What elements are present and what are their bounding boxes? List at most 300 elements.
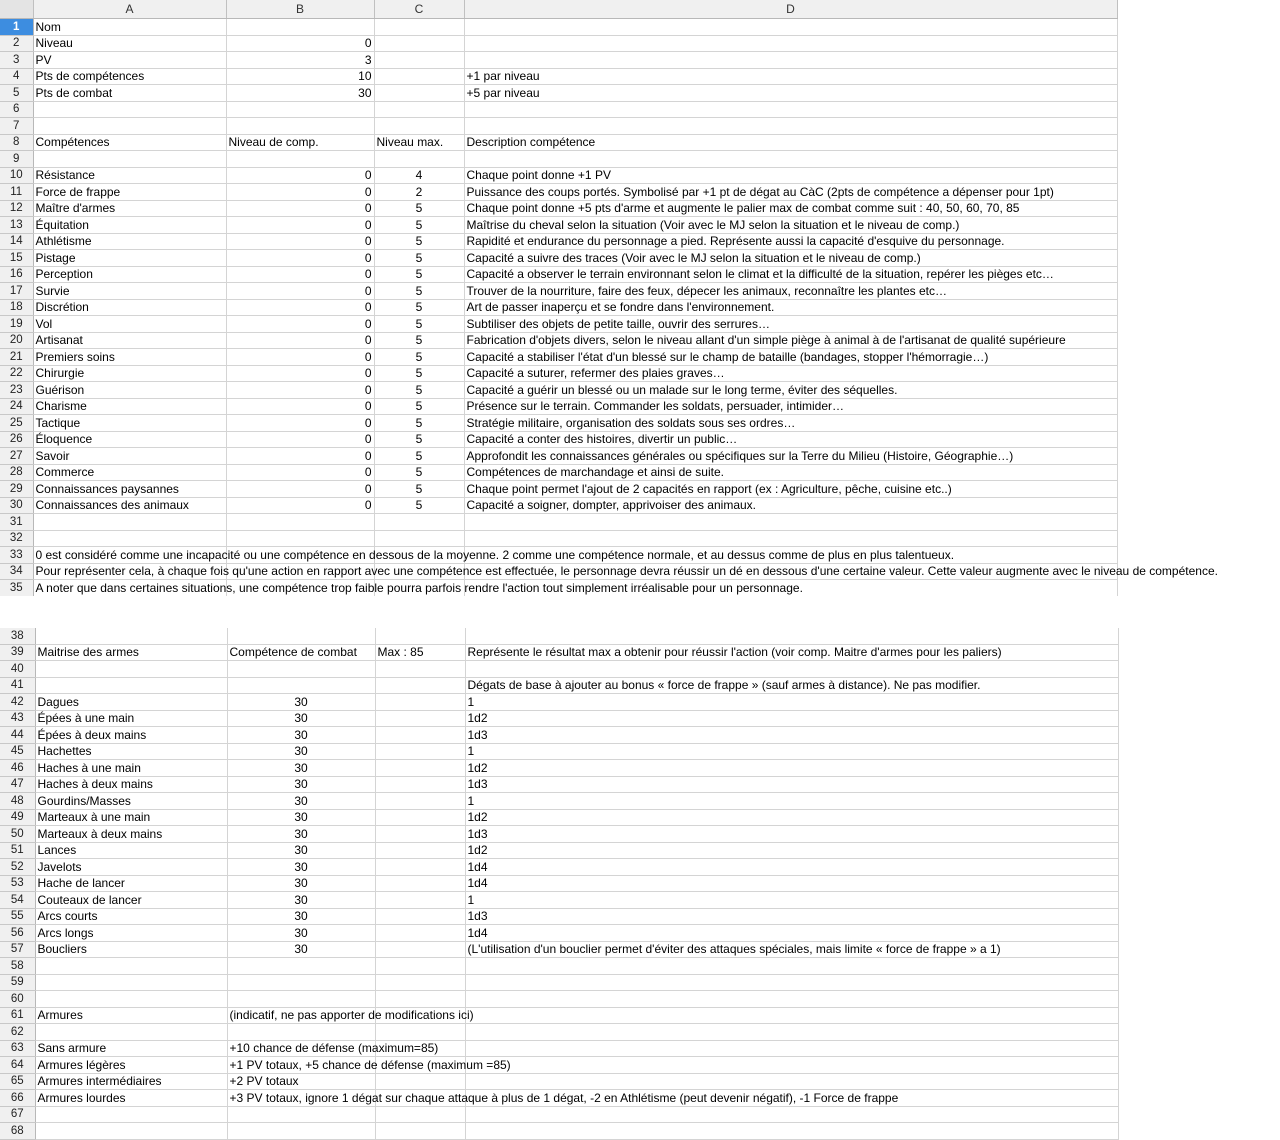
row-number[interactable]: 44 xyxy=(0,727,35,744)
cell-b[interactable] xyxy=(227,1024,375,1041)
cell-b[interactable] xyxy=(227,628,375,644)
cell-d[interactable]: 1 xyxy=(465,743,1118,760)
cell-c[interactable] xyxy=(374,85,464,102)
row-number[interactable]: 14 xyxy=(0,233,33,250)
cell-c[interactable] xyxy=(374,530,464,547)
cell-a[interactable]: Armures xyxy=(35,1007,227,1024)
cell-a[interactable]: Chirurgie xyxy=(33,365,226,382)
row-number[interactable]: 19 xyxy=(0,316,33,333)
cell-c[interactable]: 5 xyxy=(374,415,464,432)
row-number[interactable]: 12 xyxy=(0,200,33,217)
row-number[interactable]: 49 xyxy=(0,809,35,826)
column-header-b[interactable]: B xyxy=(226,0,374,19)
cell-b[interactable]: 0 xyxy=(226,250,374,267)
cell-a[interactable]: Épées à une main xyxy=(35,710,227,727)
cell-a[interactable]: PV xyxy=(33,52,226,69)
row-number[interactable]: 32 xyxy=(0,530,33,547)
row-number[interactable]: 65 xyxy=(0,1073,35,1090)
cell-d[interactable]: 1 xyxy=(465,793,1118,810)
cell-b[interactable]: 3 xyxy=(226,52,374,69)
column-header-d[interactable]: D xyxy=(464,0,1117,19)
cell-a[interactable]: Savoir xyxy=(33,448,226,465)
cell-b[interactable]: 0 xyxy=(226,217,374,234)
cell-a[interactable]: Connaissances paysannes xyxy=(33,481,226,498)
cell-d[interactable] xyxy=(464,52,1117,69)
cell-b[interactable] xyxy=(226,151,374,168)
row-number[interactable]: 25 xyxy=(0,415,33,432)
cell-c[interactable] xyxy=(375,760,465,777)
row-number[interactable]: 55 xyxy=(0,908,35,925)
cell-a[interactable] xyxy=(35,1024,227,1041)
row-number[interactable]: 23 xyxy=(0,382,33,399)
cell-d[interactable]: Capacité a conter des histoires, divertir un public… xyxy=(464,431,1117,448)
cell-c[interactable] xyxy=(375,793,465,810)
row-number[interactable]: 5 xyxy=(0,85,33,102)
cell-c[interactable]: 5 xyxy=(374,332,464,349)
cell-c[interactable]: 5 xyxy=(374,250,464,267)
cell-c[interactable] xyxy=(374,19,464,36)
row-number[interactable]: 63 xyxy=(0,1040,35,1057)
cell-c[interactable] xyxy=(375,941,465,958)
cell-c[interactable] xyxy=(375,1073,465,1090)
cell-c[interactable] xyxy=(375,1123,465,1140)
cell-c[interactable] xyxy=(374,514,464,531)
cell-a[interactable]: Commerce xyxy=(33,464,226,481)
cell-d[interactable]: Art de passer inaperçu et se fondre dans l'environnement. xyxy=(464,299,1117,316)
cell-c[interactable] xyxy=(374,151,464,168)
cell-d[interactable] xyxy=(464,151,1117,168)
cell-b[interactable]: +10 chance de défense (maximum=85) xyxy=(227,1040,375,1057)
cell-d[interactable]: +5 par niveau xyxy=(464,85,1117,102)
cell-d[interactable]: Subtiliser des objets de petite taille, ouvrir des serrures… xyxy=(464,316,1117,333)
cell-a[interactable]: 0 est considéré comme une incapacité ou une compétence en dessous de la moyenne. 2 comme une compétence normale, et au dessus comme de plus en plus talentueux. xyxy=(33,547,226,564)
cell-d[interactable]: Capacité a observer le terrain environnant selon le climat et la difficulté de la situation, repérer les pièges etc… xyxy=(464,266,1117,283)
cell-d[interactable]: Représente le résultat max a obtenir pour réussir l'action (voir comp. Maitre d'armes pour les paliers) xyxy=(465,644,1118,661)
cell-b[interactable]: 30 xyxy=(227,743,375,760)
cell-c[interactable] xyxy=(375,661,465,678)
cell-b[interactable]: 0 xyxy=(226,382,374,399)
cell-b[interactable]: 30 xyxy=(227,727,375,744)
cell-b[interactable]: 0 xyxy=(226,316,374,333)
cell-b[interactable] xyxy=(226,118,374,135)
cell-a[interactable] xyxy=(35,628,227,644)
cell-a[interactable]: Sans armure xyxy=(35,1040,227,1057)
cell-b[interactable]: 10 xyxy=(226,68,374,85)
cell-a[interactable]: Armures légères xyxy=(35,1057,227,1074)
row-number[interactable]: 58 xyxy=(0,958,35,975)
row-number[interactable]: 61 xyxy=(0,1007,35,1024)
cell-c[interactable]: 5 xyxy=(374,398,464,415)
cell-a[interactable]: Javelots xyxy=(35,859,227,876)
cell-a[interactable]: Guérison xyxy=(33,382,226,399)
cell-d[interactable] xyxy=(464,101,1117,118)
cell-b[interactable]: 30 xyxy=(227,925,375,942)
row-number[interactable]: 3 xyxy=(0,52,33,69)
cell-c[interactable] xyxy=(375,908,465,925)
row-number[interactable]: 41 xyxy=(0,677,35,694)
cell-c[interactable] xyxy=(375,991,465,1008)
cell-c[interactable]: 5 xyxy=(374,481,464,498)
cell-c[interactable] xyxy=(375,1024,465,1041)
cell-b[interactable] xyxy=(227,1106,375,1123)
cell-b[interactable]: 30 xyxy=(227,908,375,925)
row-number[interactable]: 59 xyxy=(0,974,35,991)
cell-b[interactable]: 30 xyxy=(227,776,375,793)
cell-c[interactable]: 5 xyxy=(374,299,464,316)
cell-b[interactable] xyxy=(226,101,374,118)
row-number[interactable]: 34 xyxy=(0,563,33,580)
cell-a[interactable] xyxy=(33,514,226,531)
cell-a[interactable]: Connaissances des animaux xyxy=(33,497,226,514)
column-header-a[interactable]: A xyxy=(33,0,226,19)
cell-b[interactable]: 0 xyxy=(226,497,374,514)
cell-c[interactable]: 5 xyxy=(374,382,464,399)
cell-c[interactable] xyxy=(375,710,465,727)
cell-b[interactable]: 0 xyxy=(226,415,374,432)
cell-c[interactable] xyxy=(375,743,465,760)
row-number[interactable]: 21 xyxy=(0,349,33,366)
cell-d[interactable]: 1d2 xyxy=(465,809,1118,826)
row-number[interactable]: 18 xyxy=(0,299,33,316)
cell-b[interactable]: 0 xyxy=(226,448,374,465)
cell-b[interactable] xyxy=(226,514,374,531)
cell-d[interactable]: 1d2 xyxy=(465,760,1118,777)
cell-d[interactable] xyxy=(465,974,1118,991)
cell-b[interactable]: 0 xyxy=(226,233,374,250)
cell-b[interactable]: +2 PV totaux xyxy=(227,1073,375,1090)
cell-d[interactable]: 1 xyxy=(465,892,1118,909)
cell-c[interactable] xyxy=(375,809,465,826)
cell-b[interactable]: 30 xyxy=(227,760,375,777)
cell-d[interactable] xyxy=(465,1057,1118,1074)
cell-d[interactable]: Capacité a suivre des traces (Voir avec le MJ selon la situation et le niveau de comp.) xyxy=(464,250,1117,267)
cell-d[interactable] xyxy=(465,991,1118,1008)
cell-d[interactable]: Capacité a soigner, dompter, apprivoiser des animaux. xyxy=(464,497,1117,514)
cell-d[interactable]: 1d4 xyxy=(465,925,1118,942)
cell-c[interactable]: 5 xyxy=(374,217,464,234)
row-number[interactable]: 53 xyxy=(0,875,35,892)
cell-a[interactable]: Gourdins/Masses xyxy=(35,793,227,810)
cell-d[interactable] xyxy=(465,1007,1118,1024)
cell-d[interactable]: Dégats de base à ajouter au bonus « force de frappe » (sauf armes à distance). Ne pas modifier. xyxy=(465,677,1118,694)
cell-d[interactable]: 1d2 xyxy=(465,710,1118,727)
cell-b[interactable]: 30 xyxy=(227,793,375,810)
cell-d[interactable] xyxy=(465,628,1118,644)
row-number[interactable]: 43 xyxy=(0,710,35,727)
cell-a[interactable]: Tactique xyxy=(33,415,226,432)
cell-b[interactable]: 0 xyxy=(226,299,374,316)
cell-c[interactable] xyxy=(375,892,465,909)
cell-c[interactable] xyxy=(375,958,465,975)
cell-d[interactable]: Chaque point donne +5 pts d'arme et augmente le palier max de combat comme suit : 40, 50, 60, 70, 85 xyxy=(464,200,1117,217)
cell-b[interactable]: 0 xyxy=(226,167,374,184)
row-number[interactable]: 22 xyxy=(0,365,33,382)
cell-b[interactable]: Compétence de combat xyxy=(227,644,375,661)
cell-c[interactable] xyxy=(375,628,465,644)
cell-b[interactable]: Niveau de comp. xyxy=(226,134,374,151)
cell-c[interactable]: 5 xyxy=(374,497,464,514)
cell-b[interactable] xyxy=(227,677,375,694)
cell-a[interactable]: Vol xyxy=(33,316,226,333)
cell-d[interactable] xyxy=(464,514,1117,531)
cell-d[interactable]: Stratégie militaire, organisation des soldats sous ses ordres… xyxy=(464,415,1117,432)
row-number[interactable]: 17 xyxy=(0,283,33,300)
cell-c[interactable] xyxy=(374,68,464,85)
row-number[interactable]: 54 xyxy=(0,892,35,909)
cell-a[interactable] xyxy=(35,958,227,975)
cell-a[interactable]: Couteaux de lancer xyxy=(35,892,227,909)
row-number[interactable]: 56 xyxy=(0,925,35,942)
cell-a[interactable] xyxy=(35,1123,227,1140)
row-number[interactable]: 28 xyxy=(0,464,33,481)
cell-a[interactable] xyxy=(33,530,226,547)
cell-d[interactable] xyxy=(465,1073,1118,1090)
cell-d[interactable] xyxy=(465,1024,1118,1041)
cell-b[interactable]: +3 PV totaux, ignore 1 dégat sur chaque attaque à plus de 1 dégat, -2 en Athlétisme (peut devenir négatif), -1 Force de frappe xyxy=(227,1090,375,1107)
cell-a[interactable]: Maître d'armes xyxy=(33,200,226,217)
cell-b[interactable]: 30 xyxy=(227,875,375,892)
cell-a[interactable] xyxy=(33,118,226,135)
cell-c[interactable] xyxy=(375,727,465,744)
row-number[interactable]: 48 xyxy=(0,793,35,810)
cell-d[interactable]: 1d3 xyxy=(465,826,1118,843)
cell-d[interactable]: 1d3 xyxy=(465,727,1118,744)
cell-a[interactable] xyxy=(33,151,226,168)
row-number[interactable]: 4 xyxy=(0,68,33,85)
cell-c[interactable]: 5 xyxy=(374,464,464,481)
cell-d[interactable]: Capacité a suturer, refermer des plaies graves… xyxy=(464,365,1117,382)
cell-d[interactable]: 1d2 xyxy=(465,842,1118,859)
cell-d[interactable]: 1d4 xyxy=(465,859,1118,876)
cell-b[interactable]: 30 xyxy=(227,826,375,843)
cell-c[interactable] xyxy=(375,842,465,859)
cell-d[interactable] xyxy=(465,1123,1118,1140)
cell-c[interactable]: 4 xyxy=(374,167,464,184)
cell-a[interactable]: Force de frappe xyxy=(33,184,226,201)
cell-d[interactable]: 1d3 xyxy=(465,776,1118,793)
cell-c[interactable]: 5 xyxy=(374,266,464,283)
cell-b[interactable]: 30 xyxy=(227,842,375,859)
cell-d[interactable]: Fabrication d'objets divers, selon le niveau allant d'un simple piège à animal à de l'artisanat de qualité supérieure xyxy=(464,332,1117,349)
cell-a[interactable]: Résistance xyxy=(33,167,226,184)
cell-d[interactable]: 1d4 xyxy=(465,875,1118,892)
row-number[interactable]: 60 xyxy=(0,991,35,1008)
cell-c[interactable]: 5 xyxy=(374,448,464,465)
cell-d[interactable] xyxy=(465,958,1118,975)
cell-b[interactable]: 0 xyxy=(226,35,374,52)
cell-a[interactable]: Hachettes xyxy=(35,743,227,760)
cell-a[interactable]: Lances xyxy=(35,842,227,859)
cell-a[interactable]: Dagues xyxy=(35,694,227,711)
row-number[interactable]: 31 xyxy=(0,514,33,531)
row-number[interactable]: 62 xyxy=(0,1024,35,1041)
cell-a[interactable]: Pts de combat xyxy=(33,85,226,102)
cell-a[interactable]: Premiers soins xyxy=(33,349,226,366)
cell-b[interactable]: 0 xyxy=(226,266,374,283)
cell-c[interactable] xyxy=(375,925,465,942)
cell-c[interactable] xyxy=(374,101,464,118)
row-number[interactable]: 42 xyxy=(0,694,35,711)
cell-d[interactable]: Trouver de la nourriture, faire des feux, dépecer les animaux, reconnaître les plantes etc… xyxy=(464,283,1117,300)
cell-c[interactable] xyxy=(375,694,465,711)
row-number[interactable]: 15 xyxy=(0,250,33,267)
cell-a[interactable] xyxy=(35,661,227,678)
row-number[interactable]: 26 xyxy=(0,431,33,448)
row-number[interactable]: 6 xyxy=(0,101,33,118)
cell-d[interactable]: 1 xyxy=(465,694,1118,711)
cell-a[interactable]: Perception xyxy=(33,266,226,283)
row-number[interactable]: 33 xyxy=(0,547,33,564)
cell-c[interactable]: 5 xyxy=(374,349,464,366)
cell-c[interactable] xyxy=(374,35,464,52)
row-number[interactable]: 68 xyxy=(0,1123,35,1140)
cell-a[interactable]: Artisanat xyxy=(33,332,226,349)
cell-b[interactable] xyxy=(227,661,375,678)
cell-a[interactable]: Pistage xyxy=(33,250,226,267)
row-number[interactable]: 46 xyxy=(0,760,35,777)
cell-a[interactable]: Haches à deux mains xyxy=(35,776,227,793)
cell-a[interactable]: Hache de lancer xyxy=(35,875,227,892)
cell-c[interactable] xyxy=(374,52,464,69)
cell-c[interactable]: 2 xyxy=(374,184,464,201)
cell-b[interactable]: 30 xyxy=(227,694,375,711)
row-number[interactable]: 35 xyxy=(0,580,33,597)
cell-b[interactable]: +1 PV totaux, +5 chance de défense (maximum =85) xyxy=(227,1057,375,1074)
cell-a[interactable] xyxy=(35,991,227,1008)
cell-c[interactable] xyxy=(375,1106,465,1123)
cell-d[interactable] xyxy=(464,118,1117,135)
cell-a[interactable]: Marteaux à une main xyxy=(35,809,227,826)
cell-d[interactable]: Rapidité et endurance du personnage a pied. Représente aussi la capacité d'esquive du personnage. xyxy=(464,233,1117,250)
cell-d[interactable] xyxy=(464,530,1117,547)
cell-b[interactable]: 30 xyxy=(227,892,375,909)
cell-d[interactable]: Puissance des coups portés. Symbolisé par +1 pt de dégat au CàC (2pts de compétence a dépenser pour 1pt) xyxy=(464,184,1117,201)
row-number[interactable]: 11 xyxy=(0,184,33,201)
cell-d[interactable]: Compétences de marchandage et ainsi de suite. xyxy=(464,464,1117,481)
cell-a[interactable] xyxy=(35,677,227,694)
cell-b[interactable]: 0 xyxy=(226,398,374,415)
cell-c[interactable]: 5 xyxy=(374,200,464,217)
cell-a[interactable]: Charisme xyxy=(33,398,226,415)
cell-b[interactable]: 0 xyxy=(226,431,374,448)
cell-c[interactable]: 5 xyxy=(374,316,464,333)
cell-a[interactable]: Pts de compétences xyxy=(33,68,226,85)
cell-d[interactable]: Capacité a stabiliser l'état d'un blessé sur le champ de bataille (bandages, stopper l'hémorragie…) xyxy=(464,349,1117,366)
cell-a[interactable] xyxy=(33,101,226,118)
row-number[interactable]: 10 xyxy=(0,167,33,184)
cell-d[interactable]: Approfondit les connaissances générales ou spécifiques sur la Terre du Milieu (Histoire, Géographie…) xyxy=(464,448,1117,465)
cell-a[interactable]: Arcs longs xyxy=(35,925,227,942)
cell-a[interactable]: Haches à une main xyxy=(35,760,227,777)
row-number[interactable]: 39 xyxy=(0,644,35,661)
cell-d[interactable]: (L'utilisation d'un bouclier permet d'éviter des attaques spéciales, mais limite « force de frappe » a 1) xyxy=(465,941,1118,958)
cell-a[interactable]: Nom xyxy=(33,19,226,36)
cell-b[interactable]: 0 xyxy=(226,365,374,382)
column-header-c[interactable]: C xyxy=(374,0,464,19)
cell-a[interactable]: Armures lourdes xyxy=(35,1090,227,1107)
row-number[interactable]: 67 xyxy=(0,1106,35,1123)
row-number[interactable]: 50 xyxy=(0,826,35,843)
cell-c[interactable] xyxy=(375,875,465,892)
cell-b[interactable]: 0 xyxy=(226,184,374,201)
cell-d[interactable] xyxy=(465,1040,1118,1057)
cell-c[interactable] xyxy=(374,118,464,135)
cell-d[interactable]: Description compétence xyxy=(464,134,1117,151)
row-number[interactable]: 8 xyxy=(0,134,33,151)
row-number[interactable]: 20 xyxy=(0,332,33,349)
cell-a[interactable]: Éloquence xyxy=(33,431,226,448)
cell-c[interactable]: 5 xyxy=(374,431,464,448)
cell-d[interactable]: Capacité a guérir un blessé ou un malade sur le long terme, éviter des séquelles. xyxy=(464,382,1117,399)
cell-d[interactable] xyxy=(465,661,1118,678)
select-all-corner[interactable] xyxy=(0,0,33,19)
row-number[interactable]: 9 xyxy=(0,151,33,168)
row-number[interactable]: 66 xyxy=(0,1090,35,1107)
row-number[interactable]: 45 xyxy=(0,743,35,760)
cell-b[interactable]: 0 xyxy=(226,200,374,217)
row-number[interactable]: 64 xyxy=(0,1057,35,1074)
cell-a[interactable]: A noter que dans certaines situations, une compétence trop faible pourra parfois rendre l'action tout simplement irréalisable pour un personnage. xyxy=(33,580,226,597)
cell-a[interactable]: Compétences xyxy=(33,134,226,151)
cell-a[interactable]: Boucliers xyxy=(35,941,227,958)
cell-c[interactable]: 5 xyxy=(374,233,464,250)
row-number[interactable]: 47 xyxy=(0,776,35,793)
cell-b[interactable]: 0 xyxy=(226,464,374,481)
cell-c[interactable]: Niveau max. xyxy=(374,134,464,151)
cell-b[interactable] xyxy=(226,530,374,547)
cell-b[interactable]: 0 xyxy=(226,481,374,498)
row-number[interactable]: 30 xyxy=(0,497,33,514)
cell-b[interactable] xyxy=(227,958,375,975)
cell-b[interactable]: 0 xyxy=(226,349,374,366)
row-number[interactable]: 40 xyxy=(0,661,35,678)
cell-d[interactable]: 1d3 xyxy=(465,908,1118,925)
cell-b[interactable]: 0 xyxy=(226,283,374,300)
cell-a[interactable] xyxy=(35,1106,227,1123)
cell-b[interactable] xyxy=(227,991,375,1008)
cell-a[interactable]: Équitation xyxy=(33,217,226,234)
row-number[interactable]: 51 xyxy=(0,842,35,859)
row-number[interactable]: 52 xyxy=(0,859,35,876)
row-number[interactable]: 29 xyxy=(0,481,33,498)
cell-a[interactable] xyxy=(35,974,227,991)
cell-d[interactable]: Chaque point permet l'ajout de 2 capacités en rapport (ex : Agriculture, pêche, cuisine etc..) xyxy=(464,481,1117,498)
cell-d[interactable] xyxy=(465,1106,1118,1123)
cell-d[interactable]: +1 par niveau xyxy=(464,68,1117,85)
cell-c[interactable] xyxy=(375,859,465,876)
cell-b[interactable] xyxy=(227,1123,375,1140)
cell-a[interactable]: Athlétisme xyxy=(33,233,226,250)
cell-b[interactable]: 30 xyxy=(227,859,375,876)
cell-c[interactable]: Max : 85 xyxy=(375,644,465,661)
cell-b[interactable]: 30 xyxy=(227,710,375,727)
cell-c[interactable] xyxy=(375,677,465,694)
cell-a[interactable]: Discrétion xyxy=(33,299,226,316)
row-number[interactable]: 27 xyxy=(0,448,33,465)
cell-a[interactable]: Survie xyxy=(33,283,226,300)
cell-b[interactable]: 30 xyxy=(227,809,375,826)
cell-d[interactable] xyxy=(464,35,1117,52)
row-number[interactable]: 7 xyxy=(0,118,33,135)
cell-a[interactable]: Maitrise des armes xyxy=(35,644,227,661)
cell-a[interactable]: Marteaux à deux mains xyxy=(35,826,227,843)
cell-a[interactable]: Niveau xyxy=(33,35,226,52)
cell-c[interactable]: 5 xyxy=(374,365,464,382)
row-number[interactable]: 57 xyxy=(0,941,35,958)
cell-b[interactable]: 30 xyxy=(227,941,375,958)
cell-a[interactable]: Épées à deux mains xyxy=(35,727,227,744)
cell-a[interactable]: Pour représenter cela, à chaque fois qu'une action en rapport avec une compétence est effectuée, le personnage devra réussir un dé en dessous d'une certaine valeur. Cette valeur augmente avec le niveau de compétence. xyxy=(33,563,226,580)
